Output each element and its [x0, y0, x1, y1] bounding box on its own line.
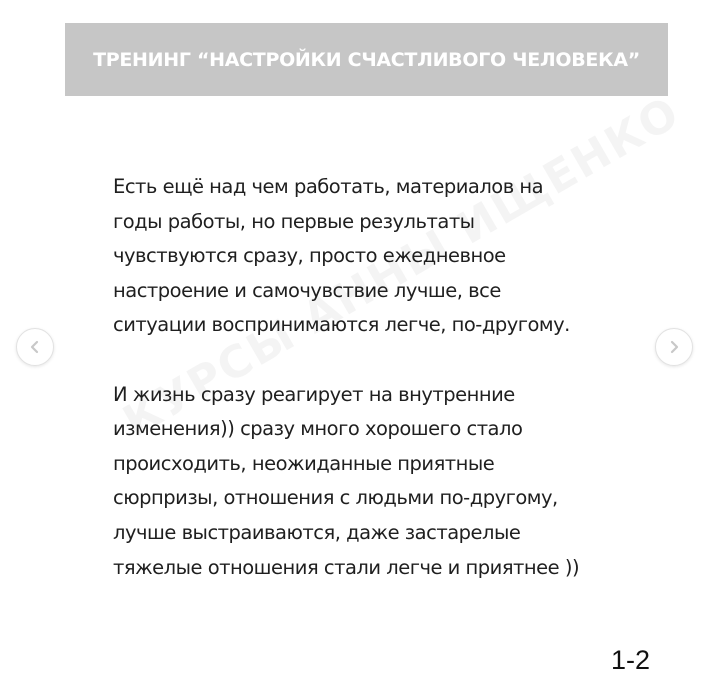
testimonial-text: [113, 170, 633, 585]
text-line: изменения)) сразу много хорошего стало: [113, 417, 523, 441]
text-line: чувствуются сразу, просто ежедневное: [113, 244, 506, 268]
paragraph-2: [113, 378, 633, 586]
paragraph-1: [113, 170, 633, 343]
text-line: сюрпризы, отношения с людьми по-другому,: [113, 486, 558, 510]
text-line: тяжелые отношения стали легче и приятнее )): [113, 555, 580, 579]
text-line: ситуации воспринимаются легче, по-другому.: [113, 313, 570, 337]
text-line: годы работы, но первые результаты: [113, 209, 475, 233]
text-line: Есть ещё над чем работать, материалов на: [113, 175, 544, 198]
chevron-right-icon: [667, 340, 681, 354]
title-banner: [65, 23, 668, 96]
text-line: И жизнь сразу реагирует на внутренние: [113, 382, 515, 406]
text-line: лучше выстраиваются, даже застарелые: [113, 520, 521, 544]
chevron-left-icon: [28, 340, 42, 354]
paragraph-gap: [113, 343, 633, 378]
text-line: происходить, неожиданные приятные: [113, 451, 495, 475]
page-counter: 1-2: [611, 645, 651, 675]
previous-slide-button[interactable]: [16, 328, 54, 366]
text-line: настроение и самочувствие лучше, все: [113, 278, 501, 302]
banner-title: ТРЕНИНГ “НАСТРОЙКИ СЧАСТЛИВОГО ЧЕЛОВЕКА”: [93, 48, 640, 71]
next-slide-button[interactable]: [655, 328, 693, 366]
